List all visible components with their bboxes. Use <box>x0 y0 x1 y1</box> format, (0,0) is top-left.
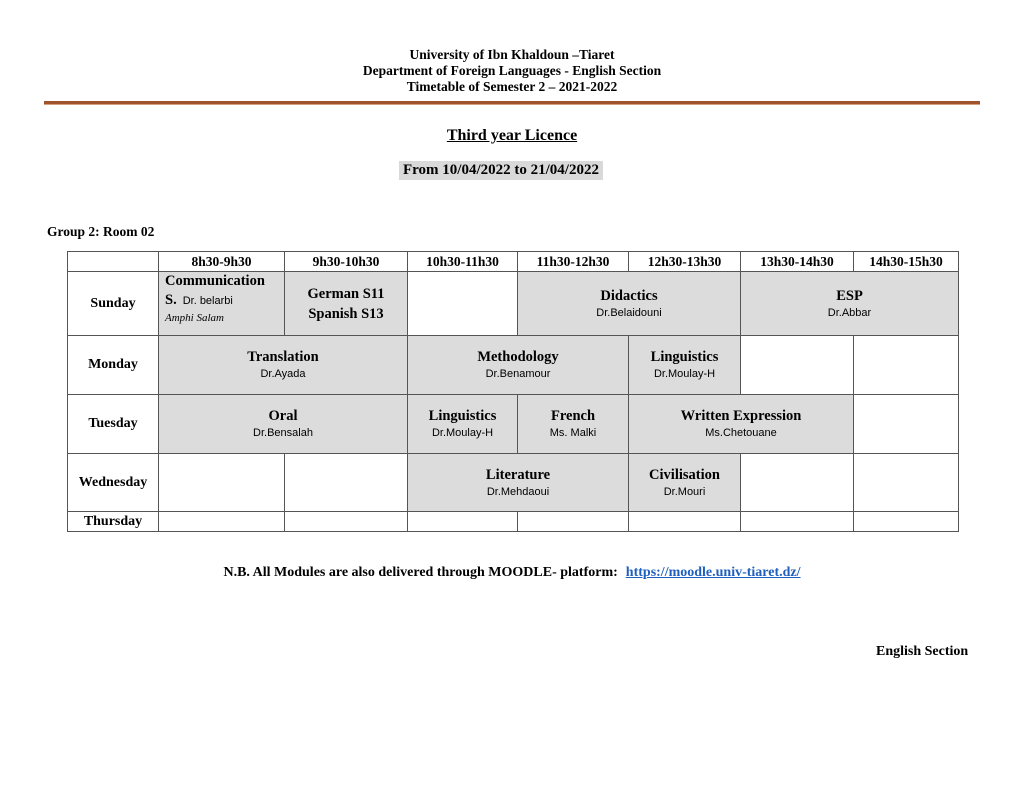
module-name: ESP <box>836 287 863 304</box>
moodle-note <box>0 565 1024 581</box>
empty-slot <box>408 272 518 336</box>
day-label: Tuesday <box>68 395 159 454</box>
language-option: Spanish S13 <box>308 305 384 322</box>
row-sunday <box>68 272 959 336</box>
timeslot-header: 9h30-10h30 <box>285 252 408 272</box>
group-label: Group 2: Room 02 <box>47 224 155 239</box>
timeslot-header: 11h30-12h30 <box>518 252 629 272</box>
teacher-name: Dr.Bensalah <box>253 427 313 439</box>
module-name: Translation <box>247 349 319 365</box>
empty-slot <box>285 454 408 512</box>
university-name: University of Ibn Khaldoun –Tiaret <box>409 47 615 62</box>
moodle-link[interactable]: https://moodle.univ-tiaret.dz/ <box>625 565 801 580</box>
timeslot-header: 14h30-15h30 <box>854 252 959 272</box>
module-name: Methodology <box>477 349 559 365</box>
timeslot-header: 12h30-13h30 <box>629 252 741 272</box>
session-translation <box>159 336 408 395</box>
session-esp <box>741 272 959 336</box>
session-methodology <box>408 336 629 395</box>
empty-slot <box>408 512 518 532</box>
date-range: From 10/04/2022 to 21/04/2022 <box>399 161 603 180</box>
empty-slot <box>854 395 959 454</box>
teacher-name: Dr.Mouri <box>663 485 706 498</box>
teacher-name: Dr.Moulay-H <box>653 368 716 380</box>
teacher-name: Dr.Mehdaoui <box>486 485 550 498</box>
empty-slot <box>629 512 741 532</box>
module-name: Communication <box>165 273 265 289</box>
module-name-continued <box>165 291 284 311</box>
note-text: N.B. All Modules are also delivered through MOODLE- platform: <box>223 565 618 580</box>
timetable <box>67 251 959 532</box>
session-oral <box>159 395 408 454</box>
day-label: Thursday <box>68 512 159 532</box>
empty-slot <box>741 512 854 532</box>
session-french <box>518 395 629 454</box>
empty-slot <box>854 454 959 512</box>
document-header <box>0 47 1024 95</box>
session-didactics <box>518 272 741 336</box>
module-name: Literature <box>485 466 551 483</box>
timeslot-header: 8h30-9h30 <box>159 252 285 272</box>
empty-slot <box>285 512 408 532</box>
empty-slot <box>159 512 285 532</box>
session-literature <box>408 454 629 512</box>
day-label: Monday <box>68 336 159 395</box>
language-option: German S11 <box>307 285 385 302</box>
module-name: Didactics <box>600 287 658 304</box>
empty-slot <box>159 454 285 512</box>
module-name: French <box>550 408 596 424</box>
session-communication <box>159 272 285 336</box>
row-monday <box>68 336 959 395</box>
header-divider <box>44 101 980 105</box>
teacher-name: Dr. belarbi <box>182 295 233 307</box>
corner-cell <box>68 252 159 272</box>
teacher-name: Dr.Benamour <box>485 368 551 380</box>
teacher-name: Ms. Malki <box>549 427 597 439</box>
signature: English Section <box>876 644 969 659</box>
header-row <box>68 252 959 272</box>
semester-title: Timetable of Semester 2 – 2021-2022 <box>406 79 618 94</box>
day-label: Sunday <box>68 272 159 336</box>
session-written-expression <box>629 395 854 454</box>
session-linguistics <box>629 336 741 395</box>
empty-slot <box>741 454 854 512</box>
module-name: Linguistics <box>650 349 719 365</box>
teacher-name: Dr.Ayada <box>260 368 306 380</box>
empty-slot <box>854 336 959 395</box>
department-name: Department of Foreign Languages - English Section <box>362 63 662 78</box>
module-name: Oral <box>268 408 298 424</box>
empty-slot <box>854 512 959 532</box>
session-linguistics <box>408 395 518 454</box>
day-label: Wednesday <box>68 454 159 512</box>
empty-slot <box>518 512 629 532</box>
module-name-suffix: S. <box>165 292 177 308</box>
module-name: Written Expression <box>680 408 802 424</box>
teacher-name: Dr.Belaidouni <box>596 306 662 319</box>
session-civilisation <box>629 454 741 512</box>
row-thursday <box>68 512 959 532</box>
room-name: Amphi Salam <box>165 312 224 324</box>
teacher-name: Ms.Chetouane <box>705 427 777 439</box>
module-name: Linguistics <box>428 408 497 424</box>
teacher-name: Dr.Abbar <box>827 306 872 319</box>
session-languages <box>285 272 408 336</box>
row-tuesday <box>68 395 959 454</box>
timeslot-header: 10h30-11h30 <box>408 252 518 272</box>
module-name: Civilisation <box>649 466 720 483</box>
teacher-name: Dr.Moulay-H <box>431 427 494 439</box>
empty-slot <box>741 336 854 395</box>
year-title: Third year Licence <box>446 127 578 144</box>
timeslot-header: 13h30-14h30 <box>741 252 854 272</box>
row-wednesday <box>68 454 959 512</box>
